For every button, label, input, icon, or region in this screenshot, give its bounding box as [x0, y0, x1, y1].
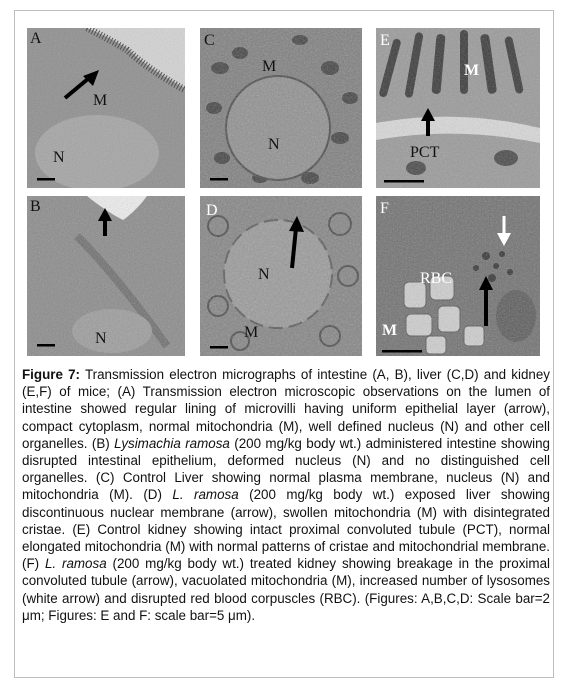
- figure-label: Figure 7:: [22, 367, 81, 382]
- label-mitochondria: M: [382, 322, 398, 339]
- species-name: L. ramosa: [44, 556, 107, 572]
- label-mitochondria: M: [262, 58, 277, 75]
- caption-text: (200 mg/kg body wt.) exposed liver showing discontinuous nuclear membrane (arrow), swollen mitochondria (M) with disintegrated cristae. (E) Control kidney showing intact proximal convoluted tubule (PCT), normal elongated mitochondria (M) with normal patterns of cristae and mitochondrial membrane. (F): [22, 487, 550, 572]
- label-nucleus: N: [95, 330, 107, 347]
- species-name: L. ramosa: [172, 487, 239, 503]
- label-nucleus: N: [53, 149, 65, 166]
- species-name: Lysimachia ramosa: [114, 435, 230, 451]
- label-nucleus: N: [268, 136, 280, 153]
- micrograph-d-image: [200, 196, 362, 356]
- panel-label-d: D: [206, 202, 218, 219]
- micrograph-panel-b: [27, 196, 185, 356]
- label-rbc: RBC: [420, 270, 453, 287]
- label-nucleus: N: [258, 266, 270, 283]
- micrograph-panel-d: [200, 196, 362, 356]
- label-pct: PCT: [410, 144, 440, 161]
- panel-label-f: F: [380, 200, 389, 217]
- figure-caption: [22, 366, 550, 624]
- panel-label-e: E: [380, 32, 390, 49]
- micrograph-f-image: [376, 196, 540, 356]
- micrograph-e-image: [376, 28, 540, 188]
- label-mitochondria: M: [244, 324, 259, 341]
- micrograph-c-image: [200, 28, 362, 188]
- caption-text: (200 mg/kg body wt.) treated kidney showing breakage in the proximal convoluted tubule (arrow), vacuolated mitochondria (M), increased number of lysosomes (white arrow) and disrupted red blood corpuscles (RBC). (Figures: A,B,C,D: Scale bar=2 μm; Figures: E and F: scale bar=5 μm).: [22, 556, 550, 623]
- panel-label-a: A: [30, 30, 42, 47]
- panel-label-b: B: [30, 198, 41, 215]
- label-mitochondria: M: [464, 62, 480, 79]
- label-mitochondria: M: [93, 92, 108, 109]
- micrograph-panel-e: [376, 28, 540, 188]
- panel-label-c: C: [204, 32, 215, 49]
- micrograph-panel-f: [376, 196, 540, 356]
- caption-text: Transmission electron micrographs of intestine (A, B), liver (C,D) and kidney (E,F) of mice; (A) Transmission electron microscopic observations on the lumen of intestine showed regular lining of microvilli having uniform epithelial layer (arrow), compact cytoplasm, normal mitochondria (M), well defined nucleus (N) and other cell organelles. (B): [22, 367, 551, 451]
- caption-text: (200 mg/kg body wt.) administered intestine showing disrupted intestinal epithelium, deformed nucleus (N) and no distinguished cell organelles. (C) Control Liver showing normal plasma membrane, nucleus (N) and mitochondria (M). (D): [22, 435, 550, 503]
- micrograph-panel-c: [200, 28, 362, 188]
- micrograph-panel-a: [27, 28, 185, 188]
